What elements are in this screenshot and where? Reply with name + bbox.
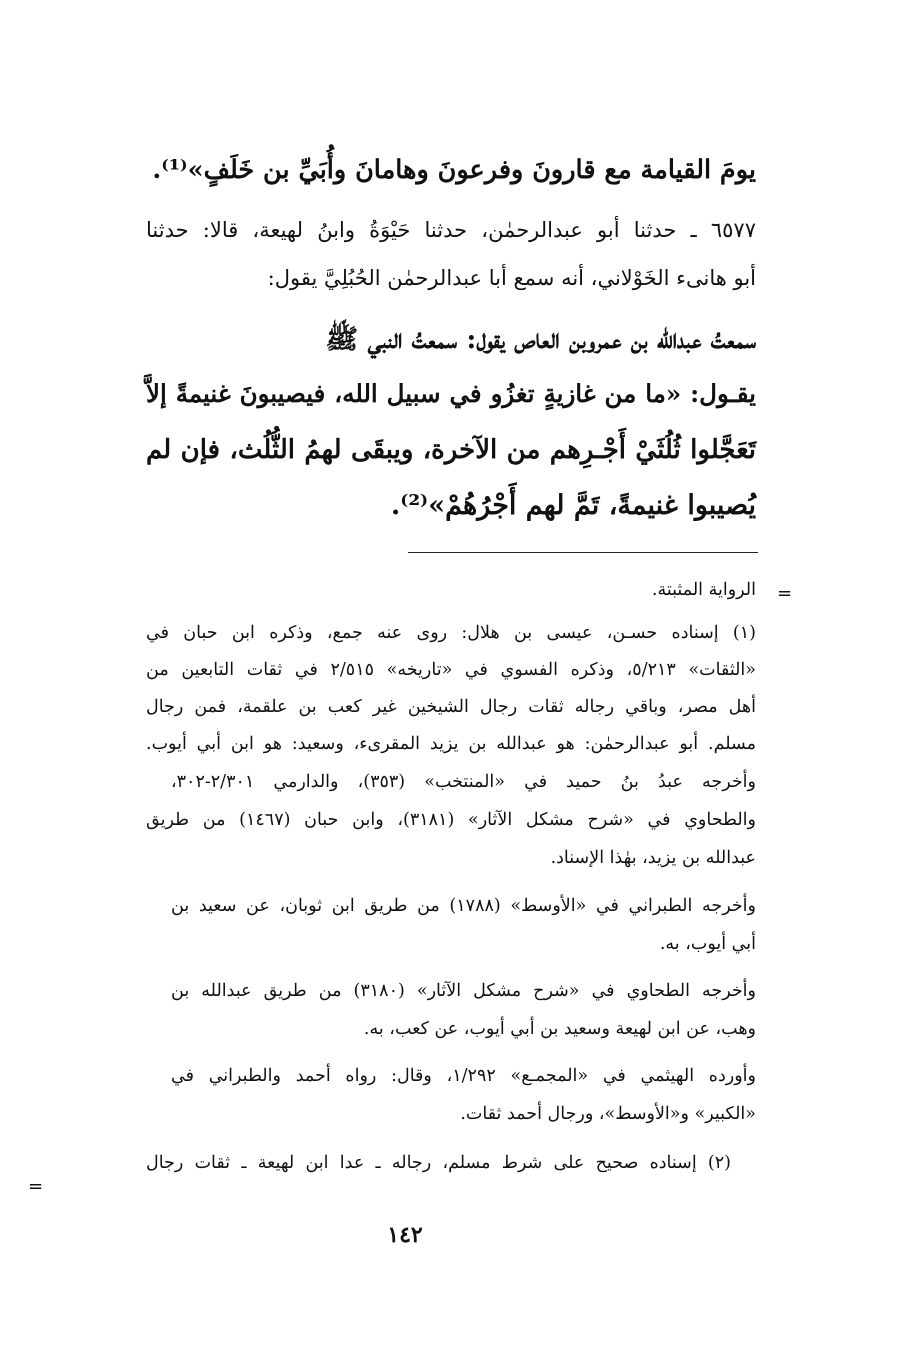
footnote-1-para5-line-2: «الكبير» و«الأوسط»، ورجال أحمد ثقات. [460, 1104, 756, 1124]
hadith-matn-line-2: يقـول: «ما من غازيةٍ تغزُو في سبيل الله، فيصيبونَ غنيمةً إلاَّ [146, 379, 756, 408]
footnote-1-para2-line-2: والطحاوي في «شرح مشكل الآثار» (٣١٨١)، وابن حبان (١٤٦٧) من طريق [146, 810, 756, 830]
hadith-matn-line-4: يُصيبوا غنيمةً، تَمَّ لهم أَجْرُهُمْ»⁽²⁾. [390, 490, 756, 521]
footnote-2-line-1: (٢) إسناده صحيح على شرط مسلم، رجاله ـ عدا ابن لهيعة ـ ثقات رجال [146, 1153, 731, 1173]
footnote-1-para2-line-3: عبدالله بن يزيد، بهٰذا الإسناد. [550, 848, 756, 868]
footnote-1-para3-line-1: وأخرجه الطبراني في «الأوسط» (١٧٨٨) من طريق ابن ثوبان، عن سعيد بن [171, 896, 756, 916]
hadith-isnad-line-2: أبو هانىء الخَوْلاني، أنه سمع أبا عبدالرحمٰن الحُبُلِيَّ يقول: [267, 266, 756, 290]
continuation-mark-top: = [777, 583, 793, 604]
continuation-mark-bottom: = [28, 1176, 44, 1197]
footnote-1-para4-line-2: وهب، عن ابن لهيعة وسعيد بن أبي أيوب، عن كعب، به. [363, 1019, 756, 1039]
hadith-matn-line-1: سمعتُ عبدالله بن عمروبن العاص يقول: سمعتُ النبي ﷺ [325, 324, 756, 355]
footnote-1-para3-line-2: أبي أيوب، به. [659, 934, 756, 954]
hadith-isnad-line-1: ٦٥٧٧ ـ حدثنا أبو عبدالرحمٰن، حدثنا حَيْوَةُ وابنُ لهيعة، قالا: حدثنا [146, 218, 756, 242]
footnote-1-para4-line-1: وأخرجه الطحاوي في «شرح مشكل الآثار» (٣١٨٠) من طريق عبدالله بن [171, 981, 756, 1001]
footnote-1-para5-line-1: وأورده الهيثمي في «المجمـع» ١/٢٩٢، وقال: رواه أحمد والطبراني في [171, 1066, 756, 1086]
main-continuation-line: يومَ القيامة مع قارونَ وفرعونَ وهامانَ وأُبَيِّ بن خَلَفٍ»⁽¹⁾. [152, 155, 756, 185]
page-number: ١٤٢ [387, 1222, 423, 1248]
footnote-1-line-2: «الثقات» ٥/٢١٣، وذكره الفسوي في «تاريخه» ٢/٥١٥ في ثقات التابعين من [146, 660, 756, 680]
footnote-1-line-4: مسلم. أبو عبدالرحمٰن: هو عبدالله بن يزيد المقرىء، وسعيد: هو ابن أبي أيوب. [146, 734, 756, 754]
footnote-1-para2-line-1: وأخرجه عبدُ بنُ حميد في «المنتخب» (٣٥٣)، والدارمي ٢/٣٠١-٣٠٢، [171, 772, 756, 792]
footnote-separator [408, 552, 758, 553]
footnote-1-line-1: (١) إسناده حسـن، عيسى بن هلال: روى عنه جمع، وذكره ابن حبان في [146, 623, 756, 643]
footnote-carryover: الرواية المثبتة. [651, 580, 756, 600]
hadith-matn-line-3: تَعَجَّلوا ثُلُثَيْ أَجْـرِهم من الآخرة، ويبقَى لهمُ الثُّلُث، فإن لم [146, 435, 756, 465]
footnote-1-line-3: أهل مصر، وباقي رجاله ثقات رجال الشيخين غير كعب بن علقمة، فمن رجال [146, 697, 756, 717]
